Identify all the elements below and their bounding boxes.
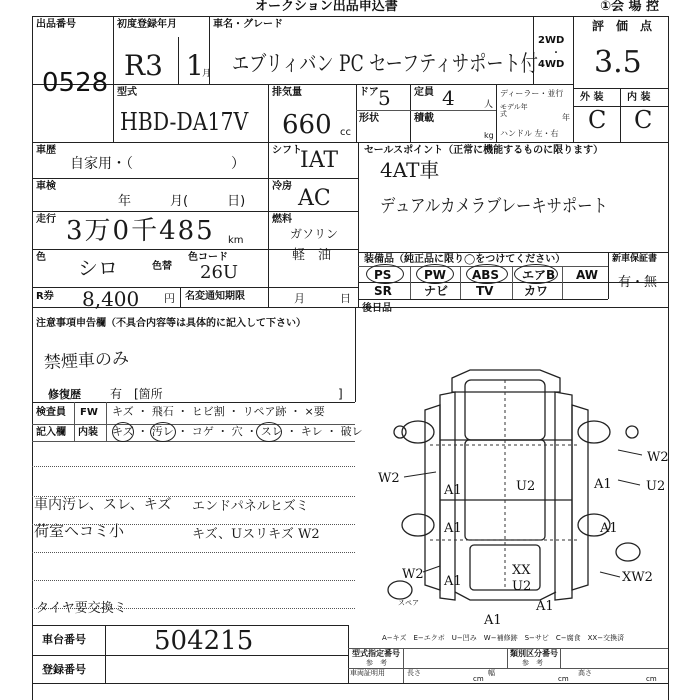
equip-ps-circle: [366, 264, 404, 284]
inspector-comment-5: タイヤ要交換ミ: [36, 601, 127, 616]
capacity-value: 4: [442, 86, 455, 110]
chassis-label: 車台番号: [42, 633, 86, 646]
height-unit: cm: [646, 675, 657, 683]
equip-abs: ABS: [472, 268, 500, 282]
registration-month: 1: [186, 49, 204, 82]
displacement-value: 660: [282, 110, 332, 140]
handle-label: ハンドル 左・右: [500, 129, 559, 138]
usage-value: 自家用・（ ）: [70, 156, 245, 172]
mark-a1-right-lower: A1: [600, 521, 618, 536]
dealer-label: ディーラー・並行: [500, 89, 564, 98]
fuel-gasoline: ガソリン: [290, 227, 339, 241]
shift-value: IAT: [300, 148, 339, 173]
model-year-label: モデル年式: [500, 103, 528, 118]
spare-label: スペア: [398, 599, 419, 607]
capacity-label: 定員: [414, 87, 434, 98]
equip-ps: PS: [374, 268, 392, 282]
category-reference: 参 考: [522, 659, 543, 667]
inspector-comment-1: 車内汚レ、スレ、キズ: [34, 497, 172, 513]
interior-grade: C: [634, 106, 653, 134]
shift-label: シフト: [272, 145, 302, 156]
model-label: 型式: [117, 87, 137, 98]
fuel-label: 燃料: [272, 214, 292, 225]
inspection-value: 年 月( 日): [118, 194, 246, 209]
mark-w2-right: W2: [647, 450, 669, 465]
model-value: HBD-DA17V: [120, 108, 249, 136]
name-change-label: 名変通知期限: [185, 291, 245, 302]
equip-airbag-circle: [514, 264, 558, 284]
shape-label: 形状: [359, 113, 379, 124]
mark-a1-rear-center: A1: [484, 613, 502, 628]
width-label: 幅: [488, 669, 495, 677]
doors-value: 5: [378, 86, 391, 110]
length-label: 長さ: [407, 669, 421, 677]
mileage-value: 3万0千485: [66, 216, 215, 246]
capacity-unit: 人: [484, 100, 494, 110]
mark-u2-rear: U2: [512, 579, 532, 594]
diagram-legend: A−キズ E−エクボ U−凹み W−補修跡 S−サビ C−腐食 XX−交換済: [382, 634, 625, 642]
mark-w2-rear-left: W2: [402, 567, 424, 582]
mark-a1-left-upper: A1: [444, 483, 462, 498]
inspector-fw: FW: [80, 407, 98, 418]
height-label: 高さ: [578, 669, 592, 677]
type-designation-reference: 参 考: [366, 659, 387, 667]
color-label: 色: [36, 252, 46, 263]
drive-4wd: 4WD: [538, 59, 565, 70]
registration-year: R3: [124, 49, 163, 82]
equip-pw-circle: [416, 264, 454, 284]
inspector-scratch-circle: [112, 422, 134, 442]
vehicle-cert-label: 車両証明用: [350, 669, 385, 677]
equip-pw: PW: [424, 268, 447, 282]
color-tone-label: 色替: [152, 261, 172, 272]
registration-label: 初度登録年月: [117, 19, 177, 30]
sales-point-line1: 4AT車: [380, 158, 440, 182]
repair-history-close: ]: [338, 387, 343, 401]
grade-score: 3.5: [594, 45, 642, 80]
mark-a1-rear-right: A1: [536, 599, 554, 614]
inspector-comment-2: エンドパネルヒズミ: [192, 499, 309, 514]
model-year-unit: 年: [562, 113, 570, 122]
inspector-label: 検査員: [36, 407, 66, 418]
category-label: 類別区分番号: [510, 649, 558, 658]
name-change-month: 月: [294, 292, 305, 305]
mark-u2-center: U2: [516, 479, 536, 494]
registration-month-unit: 月: [202, 69, 212, 79]
mark-u2-right: U2: [646, 479, 666, 494]
aircon-label: 冷房: [272, 181, 292, 192]
sales-point-line2: デュアルカメラブレーキサポート: [380, 196, 608, 217]
equip-tv: TV: [476, 284, 494, 298]
inspection-label: 車検: [36, 181, 56, 192]
mark-a1-left-lower: A1: [444, 521, 462, 536]
usage-label: 車歴: [36, 145, 56, 156]
car-name-label: 車名・グレード: [213, 19, 283, 30]
mark-a1-right-upper: A1: [594, 477, 612, 492]
load-label: 積載: [414, 113, 434, 124]
recycle-label: R券: [36, 291, 54, 302]
mark-xx-rear: XX: [512, 563, 531, 578]
venue-copy-label: ①会 場 控: [600, 0, 660, 14]
mark-a1-left-rear: A1: [444, 574, 462, 589]
inspector-wear-circle: [256, 422, 282, 442]
inspector-comment-4: キズ、Uスリキズ W2: [192, 527, 320, 542]
exterior-grade: C: [588, 106, 607, 134]
equip-airbag: エアB: [522, 268, 556, 282]
length-unit: cm: [473, 675, 484, 683]
doors-label: ドア: [359, 87, 379, 98]
post-day-label: 後日品: [362, 303, 392, 314]
fuel-light-oil: 軽 油: [292, 248, 332, 263]
form-title: オークション出品申込書: [255, 0, 398, 14]
interior-label: 内 装: [627, 92, 651, 103]
drive-2wd: 2WD: [538, 35, 565, 46]
equip-leather: カワ: [524, 284, 549, 298]
grade-label: 評 価 点: [592, 19, 653, 33]
name-change-day: 日: [340, 292, 351, 305]
mileage-unit: km: [228, 235, 244, 246]
warranty-label: 新車保証書: [612, 254, 658, 264]
equip-aw: AW: [576, 268, 598, 282]
mark-w2-left: W2: [378, 471, 400, 486]
color-value: シロ: [78, 256, 118, 280]
inspector-dirt-circle: [150, 422, 176, 442]
inspector-row1: キズ ・ 飛石 ・ ヒビ割 ・ リペア跡 ・ ×要: [112, 405, 325, 418]
recycle-unit: 円: [164, 292, 175, 305]
inspector-label2: 記入欄: [36, 427, 66, 438]
drive-separator: ・: [551, 48, 561, 59]
color-code-label: 色コード: [188, 252, 228, 263]
exterior-label: 外 装: [580, 92, 604, 103]
displacement-label: 排気量: [272, 87, 302, 98]
mark-xw2-right: XW2: [622, 570, 653, 585]
equip-navi: ナビ: [424, 284, 449, 298]
lot-number-label: 出品番号: [36, 19, 76, 30]
color-code: 26U: [200, 262, 239, 283]
displacement-unit: cc: [340, 127, 351, 138]
recycle-value: 8,400: [82, 287, 140, 311]
mileage-label: 走行: [36, 214, 56, 225]
inspector-row2: キズ ・ 汚レ ・ コゲ ・ 穴 ・ スレ ・ キレ ・ 破レ: [112, 425, 363, 438]
car-name: エブリィバン PC セーフティサポート付: [232, 52, 538, 77]
lot-number: 0528: [42, 68, 109, 98]
notes-handwritten: 禁煙車のみ: [43, 348, 130, 374]
registration-number-label: 登録番号: [42, 663, 86, 676]
repair-history-label: 修復歴: [48, 388, 81, 401]
inspector-interior: 内装: [78, 427, 98, 438]
equip-sr: SR: [374, 284, 392, 298]
equip-abs-circle: [466, 264, 508, 284]
warranty-value: 有・無: [618, 275, 658, 290]
repair-history-value: 有 [箇所: [110, 387, 163, 401]
sales-point-label: セールスポイント（正常に機能するものに限ります）: [364, 145, 604, 156]
width-unit: cm: [558, 675, 569, 683]
aircon-value: AC: [298, 186, 331, 211]
type-designation-label: 型式指定番号: [352, 649, 400, 658]
load-unit: kg: [484, 131, 494, 140]
inspector-comment-3: 荷室ヘコミ小: [34, 522, 125, 540]
equipment-label: 装備品（純正品に限り◯をつけてください）: [364, 254, 566, 265]
notes-label: 注意事項申告欄（不具合内容等は具体的に記入して下さい）: [36, 318, 306, 329]
chassis-value: 504215: [154, 626, 254, 656]
